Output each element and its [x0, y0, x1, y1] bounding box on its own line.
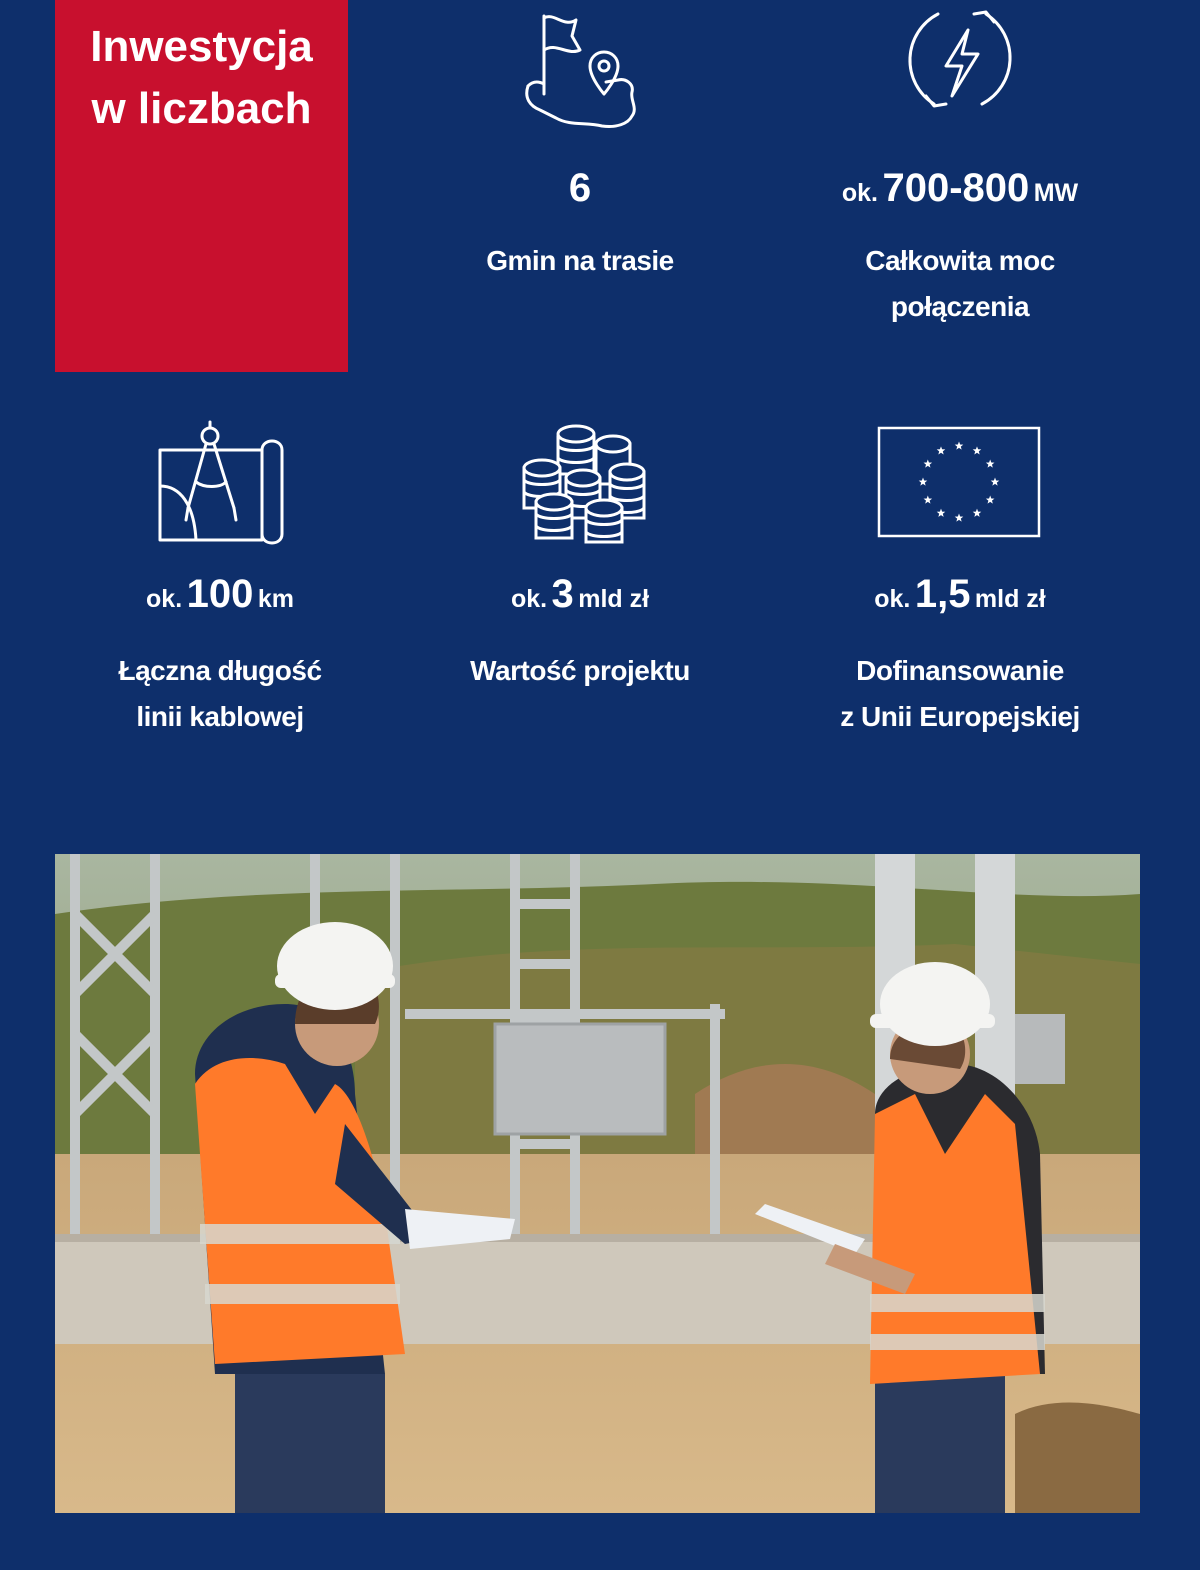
stat-number: 700-800 [882, 166, 1030, 210]
stat-label [390, 648, 770, 694]
eu-star-icon [937, 509, 946, 517]
eu-star-icon [986, 496, 995, 504]
stat-label-line-1: Dofinansowanie [856, 655, 1064, 686]
compass-blueprint-icon [150, 416, 290, 556]
stat-value [390, 572, 770, 617]
stat-value [30, 572, 410, 617]
stat-eu-funding [770, 410, 1150, 770]
eu-star-icon [991, 478, 1000, 486]
stat-label-line-2: połączenia [890, 291, 1030, 322]
eu-star-icon [924, 460, 933, 468]
title-line-2: w liczbach [91, 84, 312, 133]
stat-label [770, 238, 1150, 330]
eu-star-icon [937, 446, 946, 454]
coins-icon [510, 416, 650, 556]
stat-value [770, 572, 1150, 617]
stat-project-value [390, 410, 770, 770]
stat-label-line-2: linii kablowej [136, 701, 304, 732]
stat-cable-length [30, 410, 410, 770]
flag-map-icon [510, 6, 650, 146]
stat-label [770, 648, 1150, 740]
eu-star-icon [973, 446, 982, 454]
stat-label [30, 648, 410, 740]
stat-number: 6 [568, 166, 592, 210]
stat-label-line-1: Całkowita moc [865, 245, 1055, 276]
stat-unit: mld zł [578, 585, 650, 613]
stat-label-line-1: Łączna długość [118, 655, 322, 686]
stat-value [390, 166, 770, 211]
stat-label-line-1: Gmin na trasie [486, 245, 674, 276]
lightning-icon [890, 0, 1030, 130]
stat-prefix: ok. [874, 585, 911, 613]
title-box [55, 0, 348, 372]
stat-number: 1,5 [914, 572, 971, 616]
eu-star-icon [955, 514, 964, 522]
stat-number: 3 [551, 572, 574, 616]
eu-star-icon [973, 509, 982, 517]
stat-value [770, 166, 1150, 211]
page-title [55, 0, 348, 140]
eu-flag-icon [875, 424, 1045, 544]
stat-prefix: ok. [510, 585, 548, 613]
stat-unit: km [257, 585, 294, 613]
eu-star-icon [924, 496, 933, 504]
eu-star-icon [955, 442, 964, 450]
stat-prefix: ok. [841, 179, 878, 207]
stat-label [390, 238, 770, 284]
stat-number: 100 [186, 572, 254, 616]
stat-prefix: ok. [146, 585, 183, 613]
stat-unit: mld zł [974, 585, 1046, 613]
eu-star-icon [986, 460, 995, 468]
construction-site-photo [55, 854, 1140, 1513]
stat-unit: MW [1033, 179, 1079, 207]
stat-municipalities [390, 0, 770, 372]
stat-label-line-1: Wartość projektu [470, 655, 690, 686]
eu-star-icon [919, 478, 928, 486]
stat-label-line-2: z Unii Europejskiej [840, 701, 1080, 732]
title-line-1: Inwestycja [90, 22, 313, 71]
stat-power [770, 0, 1150, 372]
